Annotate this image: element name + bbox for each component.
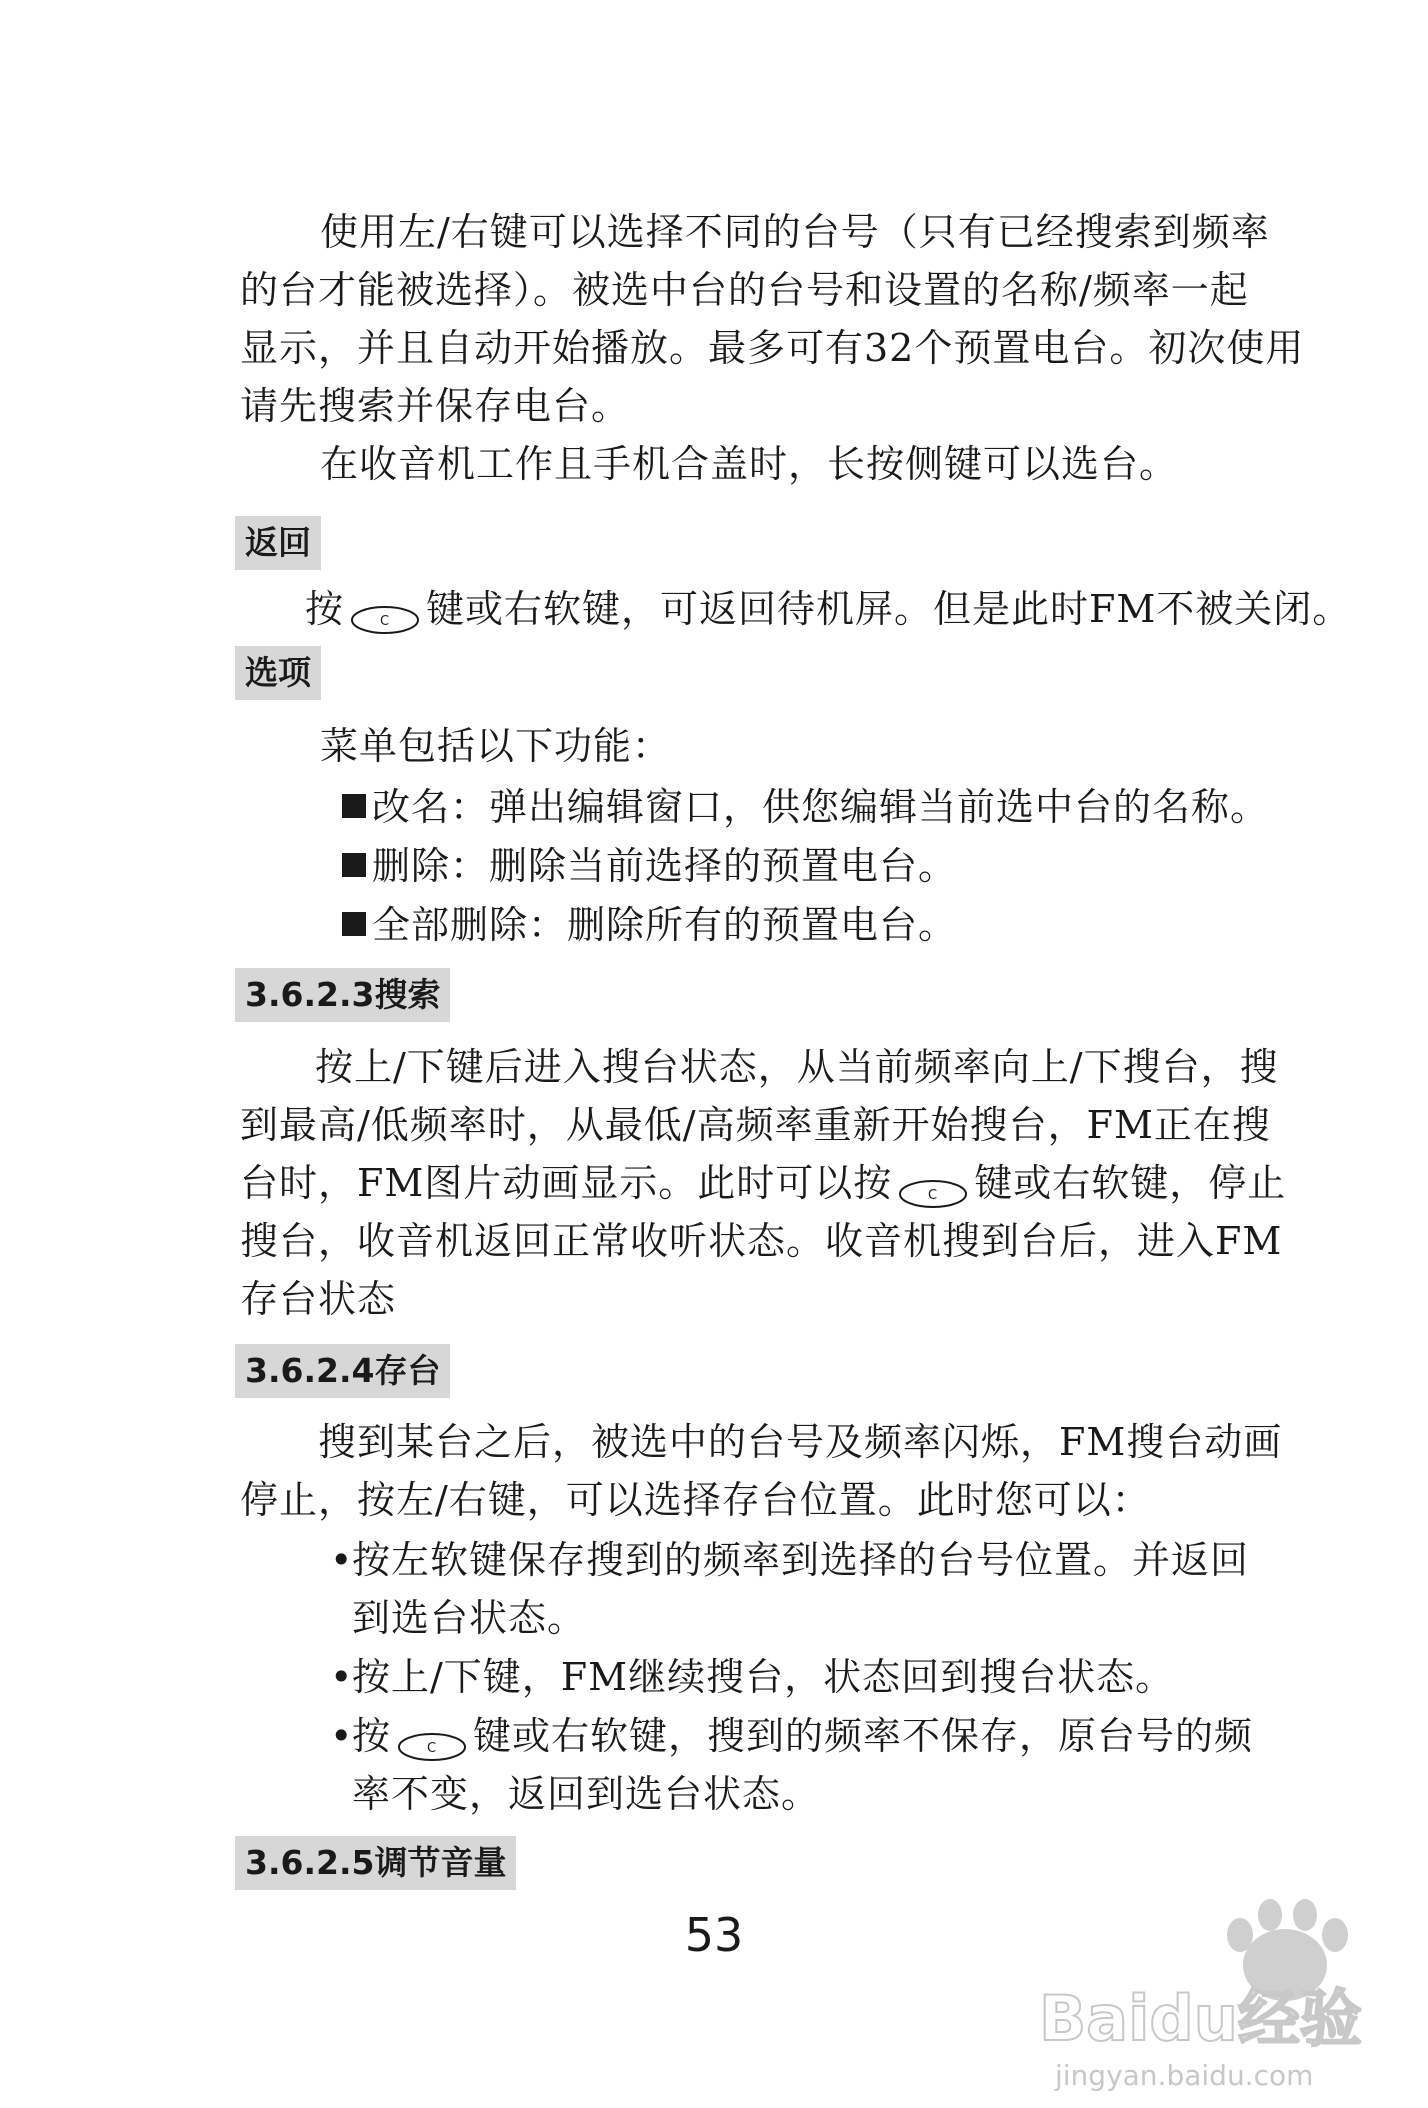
- square-bullet-icon: [342, 794, 366, 818]
- paragraph-line: 的台才能被选择）。被选中台的台号和设置的名称/频率一起: [240, 268, 1249, 312]
- c-key-icon: [898, 1172, 968, 1202]
- dot-bullet-icon: •: [330, 1655, 354, 1699]
- list-item: •按 C 键或右软键，搜到的频率不保存，原台号的频: [330, 1714, 1254, 1758]
- dot-bullet-icon: •: [330, 1538, 354, 1582]
- list-item: 改名：弹出编辑窗口，供您编辑当前选中台的名称。: [342, 783, 1269, 831]
- svg-text:C: C: [426, 1740, 438, 1756]
- c-key-icon: [397, 1725, 467, 1755]
- options-intro: 菜单包括以下功能：: [320, 724, 672, 768]
- list-item: •按上/下键，FM继续搜台，状态回到搜台状态。: [330, 1655, 1175, 1699]
- list-item: 删除：删除当前选择的预置电台。: [342, 842, 957, 890]
- section-heading-back: 返回: [235, 516, 321, 570]
- paragraph-line: 按上/下键后进入搜台状态，从当前频率向上/下搜台，搜: [315, 1045, 1279, 1089]
- paragraph-line: 在收音机工作且手机合盖时，长按侧键可以选台。: [320, 442, 1179, 486]
- paragraph-line: 台时，FM图片动画显示。此时可以按 C 键或右软键，停止: [240, 1161, 1287, 1205]
- section-heading-volume: 3.6.2.5调节音量: [235, 1836, 516, 1890]
- back-instruction-pre: 按: [305, 587, 345, 631]
- section-heading-options: 选项: [235, 646, 321, 700]
- paragraph-line: 使用左/右键可以选择不同的台号（只有已经搜索到频率: [320, 210, 1270, 254]
- square-bullet-icon: [342, 912, 366, 936]
- watermark-brand: Baidu经验: [1039, 1982, 1362, 2055]
- svg-text:C: C: [928, 1187, 939, 1203]
- list-item-continuation: 率不变，返回到选台状态。: [352, 1772, 821, 1816]
- paragraph-line: 停止，按左/右键，可以选择存台位置。此时您可以：: [240, 1478, 1151, 1522]
- paragraph-line: 显示，并且自动开始播放。最多可有32个预置电台。初次使用: [240, 326, 1305, 370]
- list-item-continuation: 到选台状态。: [352, 1596, 587, 1640]
- baidu-watermark: [1035, 1895, 1395, 2095]
- back-instruction: [305, 585, 1351, 633]
- section-heading-search: 3.6.2.3搜索: [235, 968, 450, 1022]
- page-number: 53: [684, 1908, 744, 1962]
- paragraph-line: 到最高/低频率时，从最低/高频率重新开始搜台，FM正在搜: [240, 1103, 1271, 1147]
- section-heading-save: 3.6.2.4存台: [235, 1344, 450, 1398]
- watermark-url: jingyan.baidu.com: [1055, 2059, 1314, 2092]
- list-item: •按左软键保存搜到的频率到选择的台号位置。并返回: [330, 1538, 1250, 1582]
- dot-bullet-icon: •: [330, 1714, 354, 1758]
- c-key-icon: [350, 598, 420, 628]
- paragraph-line: 存台状态: [240, 1277, 397, 1321]
- square-bullet-icon: [342, 853, 366, 877]
- paragraph-line: 请先搜索并保存电台。: [240, 384, 631, 428]
- back-instruction-post: 键或右软键，可返回待机屏。但是此时FM不被关闭。: [426, 587, 1352, 631]
- list-item: 全部删除：删除所有的预置电台。: [342, 901, 957, 949]
- paragraph-line: 搜到某台之后，被选中的台号及频率闪烁，FM搜台动画: [318, 1420, 1283, 1464]
- paragraph-line: 搜台，收音机返回正常收听状态。收音机搜到台后，进入FM: [240, 1219, 1283, 1263]
- c-key-letter: C: [379, 613, 391, 629]
